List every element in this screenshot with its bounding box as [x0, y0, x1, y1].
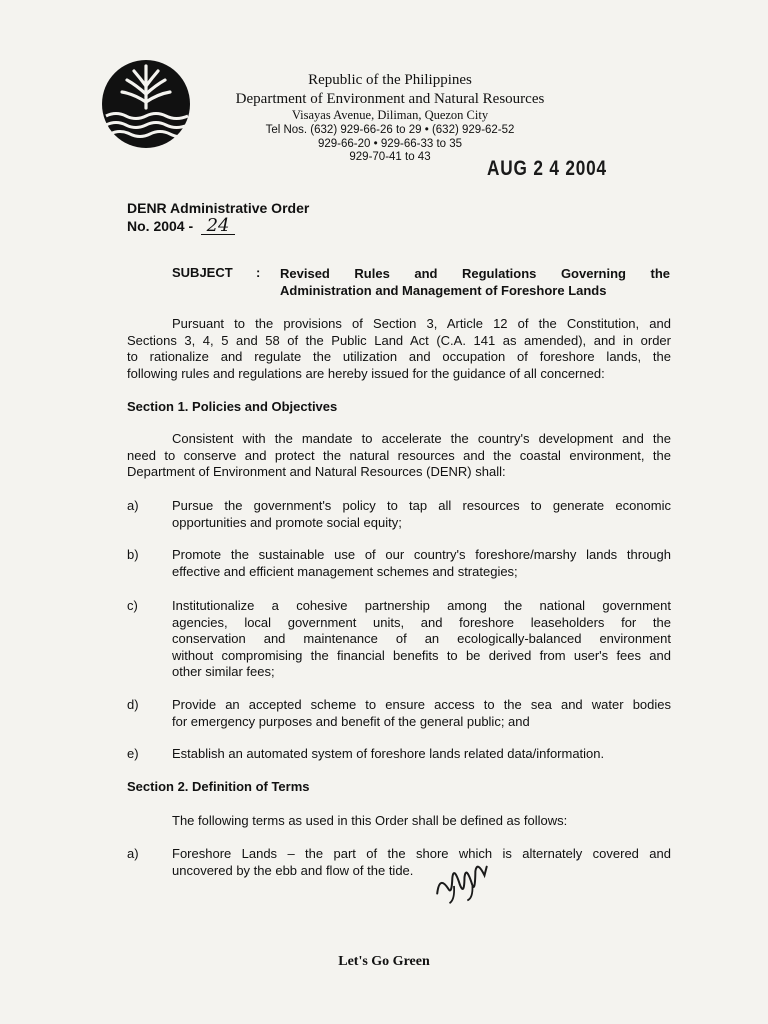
list-item — [172, 697, 671, 730]
item-letter: a) — [127, 846, 139, 861]
section-2-heading: Section 2. Definition of Terms — [127, 779, 310, 794]
list-item-line: Provide an accepted scheme to ensure access to the sea and water bodies — [172, 697, 671, 712]
intro-line: Sections 3, 4, 5 and 58 of the Public Land Act (C.A. 141 as amended), and in order — [127, 332, 671, 348]
list-item-line: Establish an automated system of foreshore lands related data/information. — [172, 746, 605, 761]
subject-text — [280, 265, 670, 299]
item-letter: b) — [127, 547, 139, 562]
subject-line-2: Administration and Management of Foreshore Lands — [280, 283, 607, 298]
subject-colon: : — [256, 265, 261, 280]
list-item — [172, 746, 671, 763]
definition-line: uncovered by the ebb and flow of the tide. — [172, 862, 414, 878]
denr-seal-icon — [100, 58, 192, 150]
intro-line: following rules and regulations are hereby issued for the guidance of all concerned: — [127, 365, 605, 381]
list-item-line: other similar fees; — [172, 664, 275, 679]
section-1-intro — [127, 431, 671, 481]
list-item-line: for emergency purposes and benefit of the general public; and — [172, 713, 530, 729]
order-number-handwritten: 24 — [201, 218, 235, 235]
letterhead-address: Visayas Avenue, Diliman, Quezon City — [291, 108, 489, 122]
list-item-line: Pursue the government's policy to tap all resources to generate economic — [172, 498, 671, 513]
list-item — [172, 498, 671, 531]
letterhead-republic: Republic of the Philippines — [308, 72, 472, 88]
section-1-intro-line: Department of Environment and Natural Resources (DENR) shall: — [127, 464, 506, 479]
section-2-intro: The following terms as used in this Order shall be defined as follows: — [172, 813, 568, 828]
list-item-line: without compromising the financial benefits to be derived from user's fees and — [172, 647, 671, 663]
subject-line-1: Revised Rules and Regulations Governing the — [280, 266, 670, 281]
order-number-prefix: No. 2004 - — [127, 218, 194, 234]
list-item-line: agencies, local government units, and foreshore leaseholders for the — [172, 614, 671, 630]
intro-line: to rationalize and regulate the utilization and occupation of foreshore lands, the — [127, 349, 671, 364]
list-item-line: opportunities and promote social equity; — [172, 514, 402, 530]
order-title: DENR Administrative Order — [127, 200, 310, 216]
letterhead-tel-line-3: 929-70-41 to 43 — [349, 151, 431, 163]
footer-slogan: Let's Go Green — [338, 954, 430, 969]
list-item — [172, 598, 671, 681]
order-number — [127, 215, 235, 236]
list-item-line: effective and efficient management schemes and strategies; — [172, 563, 518, 579]
list-item — [172, 547, 671, 580]
received-date-stamp: AUG 2 4 2004 — [487, 157, 607, 180]
intro-paragraph — [127, 316, 671, 382]
section-1-intro-line: need to conserve and protect the natural resources and the coastal environment, the — [127, 447, 671, 463]
list-item-line: Promote the sustainable use of our country's foreshore/marshy lands through — [172, 547, 671, 562]
letterhead-tel-line-1: Tel Nos. (632) 929-66-26 to 29 • (632) 929-62-52 — [265, 124, 515, 136]
subject-label: SUBJECT — [172, 265, 233, 280]
intro-line: Pursuant to the provisions of Section 3, Article 12 of the Constitution, and — [172, 316, 671, 331]
item-letter: c) — [127, 598, 138, 613]
definition-item — [172, 846, 671, 879]
letterhead-department: Department of Environment and Natural Resources — [235, 91, 545, 107]
list-item-line: conservation and maintenance of an ecologically-balanced environment — [172, 631, 671, 646]
list-item-line: Institutionalize a cohesive partnership among the national government — [172, 598, 671, 613]
section-1-intro-line: Consistent with the mandate to accelerate the country's development and the — [172, 431, 671, 446]
item-letter: a) — [127, 498, 139, 513]
section-1-heading: Section 1. Policies and Objectives — [127, 399, 338, 414]
item-letter: e) — [127, 746, 139, 761]
letterhead-tel-line-2: 929-66-20 • 929-66-33 to 35 — [317, 138, 463, 150]
item-letter: d) — [127, 697, 139, 712]
definition-line: Foreshore Lands – the part of the shore which is alternately covered and — [172, 846, 671, 861]
